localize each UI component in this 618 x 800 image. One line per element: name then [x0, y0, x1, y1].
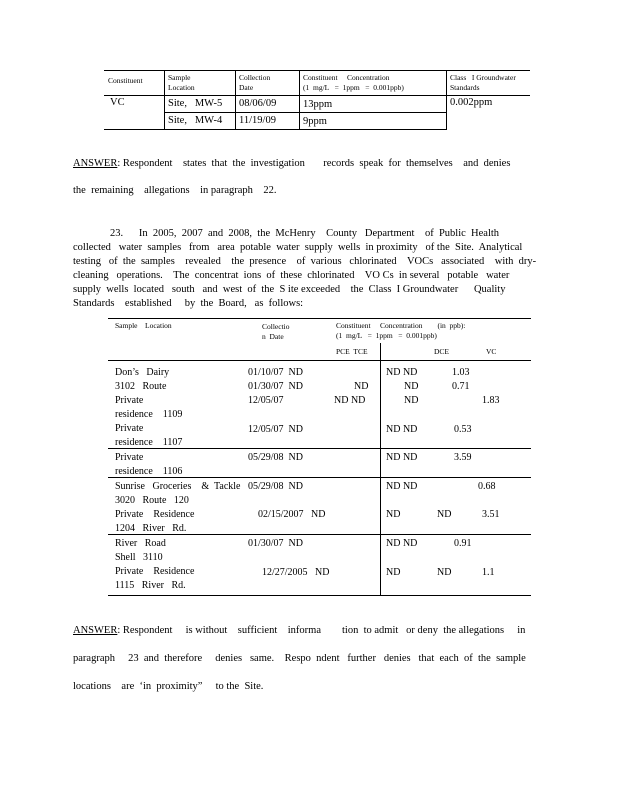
answer-paragraph-22-line: the remaining allegations in paragraph 22. — [73, 185, 277, 196]
sample-location: 1115 River Rd. — [115, 580, 186, 591]
header-collection-date: Collectio — [262, 322, 290, 331]
answer-text: : Respondent is without sufficient informa tion to admit or deny the allegations in — [117, 625, 526, 636]
header-pce-tce: PCE TCE — [336, 347, 368, 356]
sample-location: Private — [115, 452, 144, 463]
table-border — [235, 70, 236, 130]
pce-tce-value: ND ND — [334, 395, 366, 406]
dce-value: 0.53 — [454, 424, 472, 435]
sample-location: Shell 3110 — [115, 552, 163, 563]
concentration: 13ppm — [303, 99, 333, 110]
sample-location: Private — [115, 423, 144, 434]
collection-date: 01/30/07 ND — [248, 538, 303, 549]
dce-value: ND — [437, 509, 452, 520]
header-concentration: Constituent Concentration (in ppb): — [336, 321, 466, 330]
collection-date: 12/27/2005 ND — [262, 567, 330, 578]
dce-value: 0.91 — [454, 538, 472, 549]
table-border — [108, 595, 531, 596]
sample-location: residence 1109 — [115, 409, 183, 420]
answer-paragraph-23-line: locations are ‘in proximity” to the Site. — [73, 681, 264, 692]
header-sample-location: Sample Location — [115, 321, 172, 330]
header-concentration: Constituent Concentration — [303, 73, 390, 82]
pce-tce-value: ND — [386, 567, 401, 578]
paragraph-23-line: collected water samples from area potable water supply wells in proximity of the Site. Analytical — [73, 242, 523, 253]
sample-location: 1204 River Rd. — [115, 523, 187, 534]
dce-value: 1.03 — [452, 367, 470, 378]
collection-date: 11/19/09 — [239, 115, 276, 126]
answer-paragraph-22 — [73, 157, 531, 171]
vc-value: 0.68 — [478, 481, 496, 492]
table-border — [299, 70, 300, 130]
pce-tce-value: ND ND — [386, 481, 418, 492]
header-sample-location: Sample — [168, 73, 191, 82]
collection-date: 05/29/08 ND — [248, 452, 303, 463]
answer-label: ANSWER — [73, 625, 118, 636]
standard-value: 0.002ppm — [450, 97, 493, 108]
table-border — [446, 70, 447, 130]
paragraph-23-line: Standards established by the Board, as follows: — [73, 298, 304, 309]
header-groundwater-standards: Standards — [450, 83, 480, 92]
answer-paragraph-23 — [73, 624, 531, 638]
table-border — [104, 95, 530, 96]
sample-location: Site, MW-4 — [168, 115, 223, 126]
vc-value: 1.1 — [482, 567, 495, 578]
header-collection-date: Date — [239, 83, 254, 92]
header-concentration: (1 mg/L = 1ppm = 0.001ppb) — [303, 83, 404, 92]
vc-sample-table — [104, 70, 530, 130]
pce-tce-value: ND — [386, 509, 401, 520]
paragraph-23-line: testing of the samples revealed the presence of various chlorinated VOCs associated with dry- — [73, 256, 537, 267]
pce-tce-value: ND ND — [386, 367, 418, 378]
table-border — [108, 360, 531, 361]
pce-tce-value: ND ND — [386, 538, 418, 549]
sample-location: residence 1107 — [115, 437, 183, 448]
sample-location: River Road — [115, 538, 166, 549]
header-dce: DCE — [434, 347, 449, 356]
table-border — [380, 343, 381, 596]
answer-paragraph-23-line: paragraph 23 and therefore denies same. Respo ndent further denies that each of the sample — [73, 653, 526, 664]
pce-tce-value: ND — [404, 395, 419, 406]
sample-location: residence 1106 — [115, 466, 183, 477]
sample-location: 3020 Route 120 — [115, 495, 189, 506]
table-border — [104, 129, 446, 130]
collection-date: 12/05/07 — [248, 395, 284, 406]
vc-value: 3.51 — [482, 509, 500, 520]
header-concentration: (1 mg/L = 1ppm = 0.001ppb) — [336, 331, 437, 340]
pce-tce-value: ND — [404, 381, 419, 392]
sample-location: Site, MW-5 — [168, 98, 223, 109]
collection-date: 01/10/07 ND — [248, 367, 303, 378]
pce-tce-value: ND ND — [386, 424, 418, 435]
collection-date: 08/06/09 — [239, 98, 277, 109]
header-collection-date: Collection — [239, 73, 271, 82]
sample-location: 3102 Route — [115, 381, 167, 392]
sample-location: Don’s Dairy — [115, 367, 170, 378]
dce-value: ND — [437, 567, 452, 578]
header-vc: VC — [486, 347, 497, 356]
header-constituent: Constituent — [108, 76, 143, 85]
dce-value: 3.59 — [454, 452, 472, 463]
collection-date: 05/29/08 ND — [248, 481, 303, 492]
answer-text: : Respondent states that the investigation records speak for themselves and denies — [117, 158, 511, 169]
table-border — [164, 70, 165, 130]
tce-value: ND — [354, 381, 369, 392]
table-border — [104, 70, 530, 71]
header-collection-date: n Date — [262, 332, 284, 341]
sample-location: Sunrise Groceries & Tackle — [115, 481, 241, 492]
collection-date: 01/30/07 ND — [248, 381, 303, 392]
table-border — [164, 112, 446, 113]
concentration: 9ppm — [303, 116, 327, 127]
header-sample-location: Location — [168, 83, 195, 92]
sample-location: Private — [115, 395, 144, 406]
paragraph-23-line: cleaning operations. The concentrat ions of these chlorinated VO Cs in several potable water — [73, 270, 510, 281]
pce-tce-value: ND ND — [386, 452, 418, 463]
sample-location: Private Residence — [115, 509, 195, 520]
constituent-value: VC — [110, 97, 125, 108]
answer-label: ANSWER — [73, 158, 118, 169]
collection-date: 12/05/07 ND — [248, 424, 303, 435]
dce-value: 0.71 — [452, 381, 470, 392]
vc-value: 1.83 — [482, 395, 500, 406]
paragraph-23-line: 23. In 2005, 2007 and 2008, the McHenry County Department of Public Health — [110, 228, 500, 239]
collection-date: 02/15/2007 ND — [258, 509, 326, 520]
sample-location: Private Residence — [115, 566, 195, 577]
header-groundwater-standards: Class I Groundwater — [450, 73, 516, 82]
well-sample-table — [108, 318, 531, 596]
table-border — [108, 318, 531, 319]
paragraph-23-line: supply wells located south and west of the S ite exceeded the Class I Groundwater Quality — [73, 284, 506, 295]
